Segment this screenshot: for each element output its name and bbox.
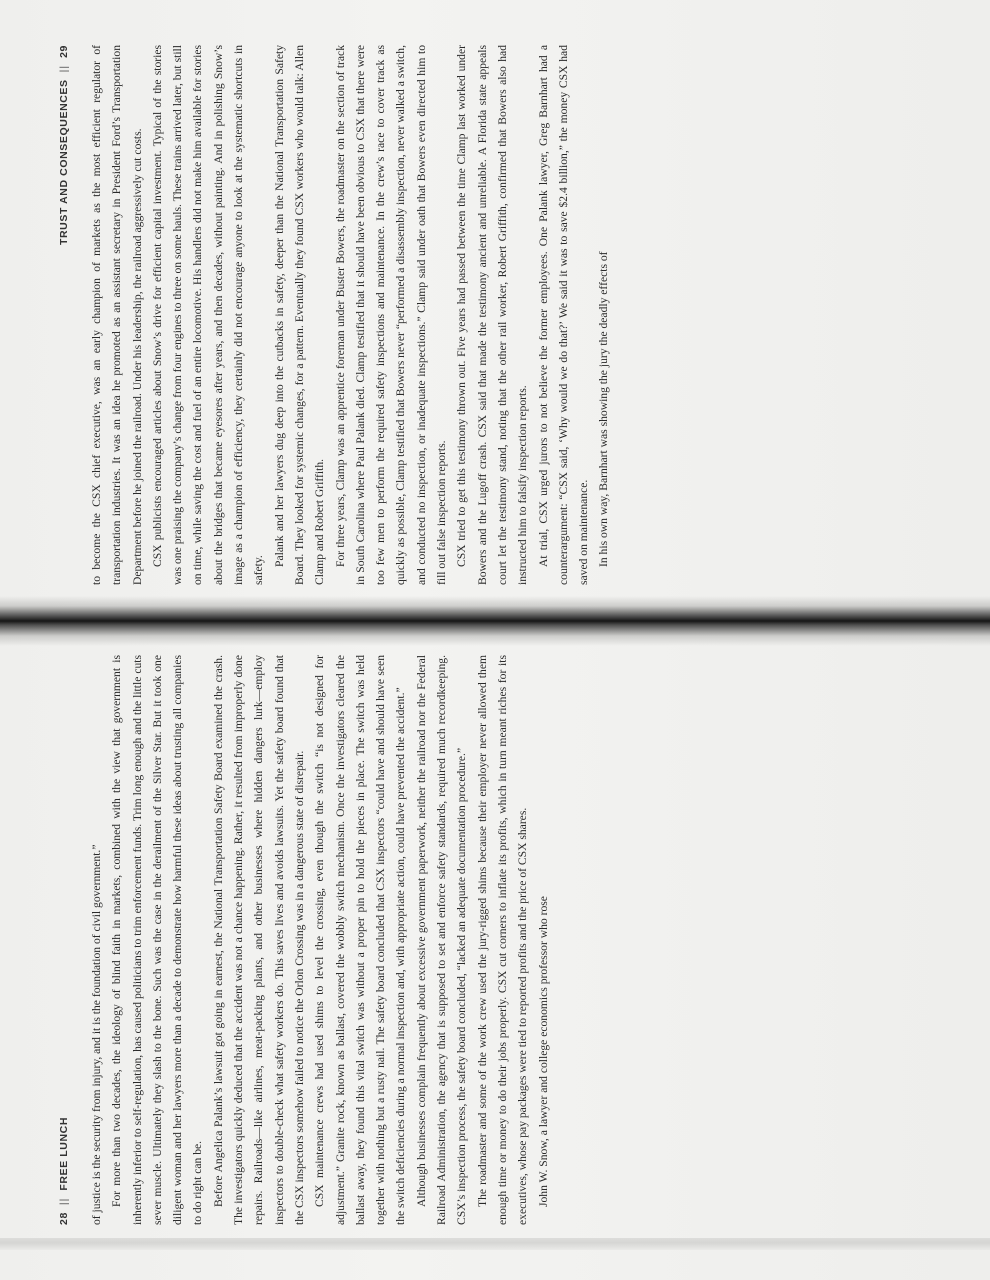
page-number: 29 — [58, 45, 70, 58]
paragraph: of justice is the security from injury, and it is the foundation of civil government.” — [90, 844, 103, 1225]
paragraph: CSX publicists encouraged articles about Snow’s drive for efficient capital investment. Typical of the stories was one praising the company’s change from four engines to three on some hauls. These trains arrived later, but still on time, while saving the cost and fuel of an entire locomotive. His handlers did not make him available for stories about the bridges that became eyesores after years, and then decades, without painting. And in polishing Snow’s image as a champion of efficiency, they certainly did not encourage anyone to look at the systematic shortcuts in safety. — [150, 45, 266, 585]
running-head-separator: || — [58, 1197, 70, 1206]
paragraph: CSX tried to get this testimony thrown out. Five years had passed between the time Clamp last worked under Bowers and the Lugoff crash. CSX said that made the testimony ancient and unreliable. A Florida state appeals court let the testimony stand, noting that the other rail worker, Robert Griffith, confirmed that Bowers also had instructed him to falsify inspection reports. — [455, 45, 530, 585]
running-head-separator: || — [58, 64, 70, 73]
book-gutter-shadow — [0, 596, 990, 646]
paragraph: Before Angelica Palank’s lawsuit got going in earnest, the National Transportation Safety Board examined the crash. The investigators quickly deduced that the accident was not a chance happening. Rather, it resulted from improperly done repairs. Railroads—like airlines, meat-packing plants, and other businesses where hidden dangers lurk—employ inspectors to double-check what safety workers do. This saves lives and avoids lawsuits. Yet the safety board found that the CSX inspectors somehow failed to notice the Orlon Crossing was in a dangerous state of disrepair. — [211, 655, 306, 1225]
body-text — [87, 655, 554, 1225]
paragraph: For more than two decades, the ideology of blind faith in markets, combined with the view that government is inherently inferior to self-regulation, has caused politicians to trim enforcement funds. Trim long enough and the little cuts sever muscle. Ultimately they slash to the bone. Such was the case in the derailment of the Silver Star. But it took one diligent woman and her lawyers more than a decade to demonstrate how harmful these ideas about trusting all companies to do right can be. — [110, 655, 205, 1225]
page-29 — [55, 45, 611, 585]
paragraph: At trial, CSX urged jurors to not believe the former employees. One Palank lawyer, Greg Barnhart had a counterargument: “CSX said, ‘Why would we do that?’ We said it was to save $2.4 billion,” the money CSX had saved on maintenance. — [536, 45, 591, 585]
page-28 — [55, 655, 550, 1225]
paragraph: The roadmaster and some of the work crew used the jury-rigged shims because their employer never allowed them enough time or money to do their jobs properly. CSX cut corners to inflate its profits, which in turn meant riches for its executives, whose pay packages were tied to reported profits and the price of CSX shares. — [475, 655, 530, 1225]
scanner-edge — [0, 1238, 990, 1250]
paragraph: to become the CSX chief executive, was an early champion of markets as the most efficient regulator of transportation industries. It was an idea he promoted as an assistant secretary in President Ford’s Transportation Department before he joined the railroad. Under his leadership, the railroad aggressively cut costs. — [90, 45, 144, 585]
running-head-title: FREE LUNCH — [58, 1116, 70, 1191]
paragraph: Although businesses complain frequently about excessive government paperwork, neither the railroad nor the Federal Railroad Administration, the agency that is supposed to set and enforce safety standards, required much recordkeeping. CSX’s inspection process, the safety board concluded, “lacked an adequate documentation procedure.” — [414, 655, 469, 1225]
paragraph: In his own way, Barnhart was showing the jury the deadly effects of — [597, 251, 611, 567]
paragraph: For three years, Clamp was an apprentice foreman under Buster Bowers, the roadmaster on the section of track in South Carolina where Paul Palank died. Clamp testified that it should have been obvious to CSX that there were too few men to perform the required safety inspections and maintenance. In the crew’s race to cover track as quickly as possible, Clamp testified that Bowers never “performed a disassembly inspection, never walked a switch, and conducted no inspection, or inadequate inspections.” Clamp said under oath that Bowers even directed him to fill out false inspection reports. — [333, 45, 449, 585]
running-head-title: TRUST AND CONSEQUENCES — [58, 79, 70, 246]
page-number: 28 — [58, 1212, 70, 1225]
running-head — [55, 655, 73, 1225]
running-head — [55, 45, 73, 585]
paragraph: Palank and her lawyers dug deep into the cutbacks in safety, deeper than the National Transportation Safety Board. They looked for systemic changes, for a pattern. Eventually they found CSX workers who would talk: Allen Clamp and Robert Griffith. — [272, 45, 327, 585]
paragraph: CSX maintenance crews had used shims to level the crossing, even though the switch “is not designed for adjustment.” Granite rock, known as ballast, covered the wobbly switch mechanism. Once the investigators cleared the ballast away, they found this vital switch was without a proper pin to hold the pieces in place. The switch was held together with nothing but a rusty nail. The safety board concluded that CSX inspectors “could have and should have seen the switch deficiencies during a normal inspection and, with appropriate action, could have prevented the accident.” — [313, 655, 408, 1225]
paragraph: John W. Snow, a lawyer and college economics professor who rose — [536, 896, 550, 1207]
body-text — [87, 45, 615, 585]
